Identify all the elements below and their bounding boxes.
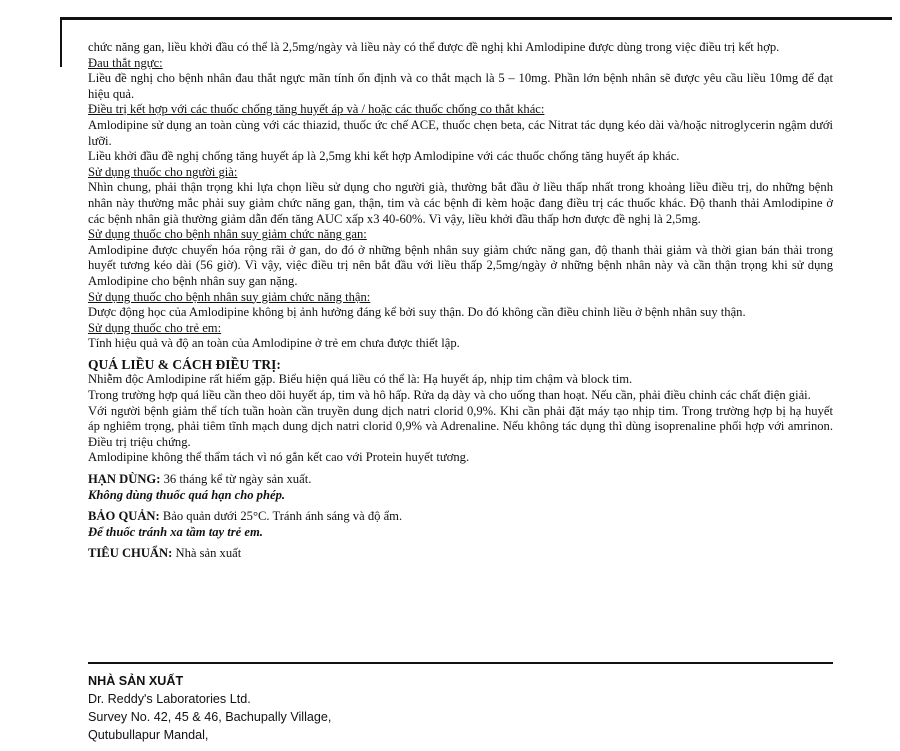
- storage-label: BẢO QUẢN:: [88, 509, 160, 524]
- overdose-paragraph-4: Amlodipine không thể thẩm tách vì nó gắn kết cao với Protein huyết tương.: [88, 450, 470, 465]
- angina-heading: Đau thắt ngực:: [88, 55, 163, 70]
- combination-paragraph-2: Liều khởi đầu đề nghị chống tăng huyết áp là 2,5mg khi kết hợp Amlodipine với các thuốc chống tăng huyết áp khác.: [88, 149, 680, 164]
- liver-impairment-paragraph: Amlodipine được chuyển hóa rộng rãi ở gan, do đó ở những bệnh nhân suy giảm chức năng gan, độ thanh thải giảm và thời gian bán thải trong huyết tương kéo dài (56 giờ). Vì vậy, việc điều trị nên bắt đầu với liều thấp 2,5mg/ngày ở những bệnh nhân này và cần thận trọng khi sử dụng Amlodipine cho bệnh nhân suy gan nặng.: [88, 242, 833, 288]
- overdose-paragraph-1: Nhiễm độc Amlodipine rất hiếm gặp. Biểu hiện quá liều có thể là: Hạ huyết áp, nhịp tim chậm và block tim.: [88, 372, 633, 387]
- manufacturer-title: NHÀ SẢN XUẤT: [88, 674, 184, 688]
- overdose-paragraph-2: Trong trường hợp quá liều cần theo dõi huyết áp, tim và hô hấp. Rửa dạ dày và cho uống than hoạt. Nếu cần, phải điều chỉnh các chất điện giải.: [88, 388, 811, 403]
- overdose-title: QUÁ LIỀU & CÁCH ĐIỀU TRỊ:: [88, 356, 281, 372]
- storage-line: [88, 509, 833, 525]
- expiry-value: 36 tháng kể từ ngày sản xuất.: [160, 472, 312, 487]
- expiry-label: HẠN DÙNG:: [88, 472, 161, 487]
- standard-value: Nhà sản xuất: [172, 546, 242, 561]
- standard-label: TIÊU CHUẨN:: [88, 546, 173, 561]
- left-border-line: [60, 17, 62, 67]
- children-paragraph: Tính hiệu quả và độ an toàn của Amlodipine ở trẻ em chưa được thiết lập.: [88, 336, 460, 351]
- manufacturer-name: Dr. Reddy's Laboratories Ltd.: [88, 692, 251, 706]
- combination-heading: Điều trị kết hợp với các thuốc chống tăng huyết áp và / hoặc các thuốc chống co thắt khác:: [88, 102, 545, 117]
- manufacturer-divider: [88, 662, 833, 664]
- storage-value: Bảo quản dưới 25°C. Tránh ánh sáng và độ ẩm.: [159, 509, 403, 524]
- kidney-impairment-paragraph: Dược động học của Amlodipine không bị ảnh hưởng đáng kể bởi suy thận. Do đó không cần điều chỉnh liều ở bệnh nhân suy thận.: [88, 305, 746, 320]
- elderly-heading: Sử dụng thuốc cho người già:: [88, 164, 238, 179]
- manufacturer-block: [88, 672, 331, 744]
- top-border-line: [60, 17, 892, 20]
- storage-warning: Để thuốc tránh xa tầm tay trẻ em.: [88, 524, 263, 539]
- intro-paragraph: chức năng gan, liều khởi đầu có thể là 2,5mg/ngày và liều này có thể được đề nghị khi Amlodipine được dùng trong việc điều trị kết hợp.: [88, 40, 780, 54]
- manufacturer-address-1: Survey No. 42, 45 & 46, Bachupally Village,: [88, 710, 332, 724]
- document-body: [88, 40, 833, 562]
- kidney-impairment-heading: Sử dụng thuốc cho bệnh nhân suy giảm chức năng thận:: [88, 289, 371, 304]
- expiry-line: [88, 472, 833, 488]
- angina-paragraph: Liều đề nghị cho bệnh nhân đau thắt ngực mãn tính ổn định và co thắt mạch là 5 – 10mg. Phần lớn bệnh nhân sẽ được yêu cầu liều 10mg để đạt hiệu quả.: [88, 71, 833, 101]
- elderly-paragraph: Nhìn chung, phải thận trọng khi lựa chọn liều sử dụng cho người già, thường bắt đầu ở liều thấp nhất trong khoảng liều điều trị, do những bệnh nhân này thường mắc phải suy giảm chức năng gan, thận, tim và các bệnh đi kèm hoặc đang điều trị các thuốc khác. Độ thanh thải Amlodipine ở các bệnh nhân già thường giảm dẫn đến tăng AUC xấp x3 40-60%. Vì vậy, liều khởi đầu thấp hơn được đề nghị là 2,5mg.: [88, 180, 833, 226]
- standard-line: [88, 546, 833, 562]
- overdose-paragraph-3: Với người bệnh giảm thể tích tuần hoàn cần truyền dung dịch natri clorid 0,9%. Khi cần phải đặt máy tạo nhịp tim. Trong trường hợp bị hạ huyết áp nghiêm trọng, phải tiêm tĩnh mạch dung dịch natri clorid 0,9% và Adrenaline. Nếu không tác dụng thì dùng isoprenaline phối hợp với amrinon. Điều trị triệu chứng.: [88, 403, 833, 449]
- liver-impairment-heading: Sử dụng thuốc cho bệnh nhân suy giảm chức năng gan:: [88, 227, 367, 242]
- manufacturer-address-2: Qutubullapur Mandal,: [88, 728, 209, 742]
- combination-paragraph-1: Amlodipine sử dụng an toàn cùng với các thiazid, thuốc ức chế ACE, thuốc chẹn beta, các Nitrat tác dụng kéo dài và/hoặc nitroglycerin ngậm dưới lưỡi.: [88, 117, 833, 148]
- children-heading: Sử dụng thuốc cho trẻ em:: [88, 320, 222, 335]
- expiry-warning: Không dùng thuốc quá hạn cho phép.: [88, 487, 286, 502]
